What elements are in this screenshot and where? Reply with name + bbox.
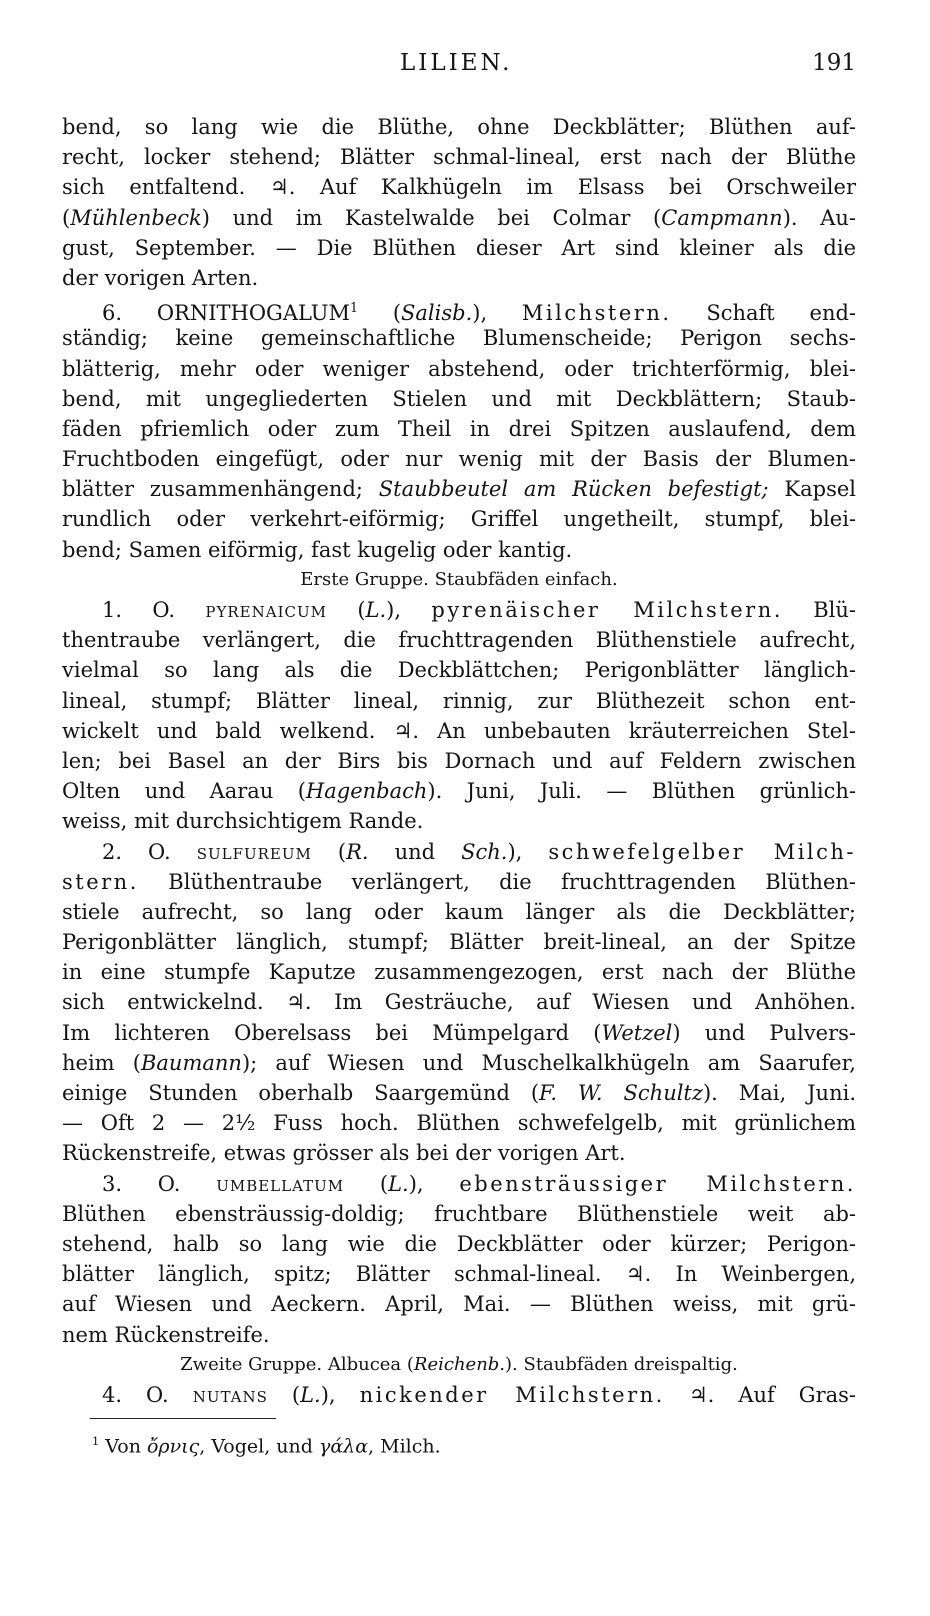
text-line	[62, 987, 856, 1017]
text-segment: Olten und Aarau (	[62, 779, 306, 804]
text-segment: gust, September. — Die Blüthen dieser Art sind kleiner als die	[62, 235, 856, 260]
text-segment: Staubbeutel am Rücken befestigt;	[378, 477, 769, 502]
text-segment: Baumann	[140, 1050, 242, 1075]
text-line	[62, 1289, 856, 1319]
text-segment: Sch.	[461, 839, 508, 864]
text-line	[62, 1018, 856, 1048]
text-line	[62, 384, 856, 414]
text-segment: Schaft end-	[671, 301, 857, 326]
text-segment: ). Juni, Juli. — Blüthen grünlich-	[427, 779, 857, 804]
text-segment: Rückenstreife, etwas grösser als bei der vorigen Art.	[62, 1141, 626, 1166]
text-segment: ὄρνις	[146, 1435, 200, 1458]
footnote	[92, 1434, 441, 1457]
text-segment: auf Wiesen und Aeckern. April, Mai. — Blüthen weiss, mit grü-	[62, 1292, 856, 1317]
text-segment: 1. O.	[102, 598, 206, 622]
running-title: LILIEN.	[400, 50, 513, 76]
text-segment: 6. ORNITHOGALUM	[102, 301, 351, 326]
text-segment: sich entwickelnd. ♃. Im Gesträuche, auf Wiesen und Anhöhen.	[62, 990, 856, 1015]
text-segment: thentraube verlängert, die fruchttragenden Blüthenstiele aufrecht,	[62, 628, 856, 653]
text-line	[62, 444, 856, 474]
text-line	[62, 172, 856, 202]
text-segment: ). Mai, Juni.	[702, 1081, 856, 1105]
text-segment: fäden pfriemlich oder zum Theil in drei Spitzen auslaufend, dem	[62, 416, 856, 441]
text-segment: ),	[472, 301, 522, 326]
text-line	[62, 957, 856, 987]
text-segment: Reichenb.	[413, 1353, 506, 1375]
text-line	[62, 474, 856, 504]
text-segment: bend, so lang wie die Blüthe, ohne Deckblätter; Blüthen auf-	[62, 115, 856, 139]
text-segment: Von	[99, 1435, 147, 1458]
text-segment: ),	[386, 598, 432, 622]
text-line	[62, 1259, 856, 1289]
text-line	[62, 293, 857, 326]
text-segment: , Milch.	[368, 1435, 441, 1458]
text-line	[62, 1320, 856, 1350]
text-segment: Mühlenbeck	[70, 205, 202, 230]
text-segment: lineal, stumpf; Blätter lineal, rinnig, zur Blüthezeit schon ent-	[62, 688, 856, 713]
text-line	[62, 1108, 856, 1138]
text-segment: ),	[507, 839, 549, 864]
text-segment: F. W. Schultz	[539, 1081, 703, 1105]
text-segment: L.	[300, 1382, 321, 1407]
text-line	[62, 1048, 856, 1078]
text-segment: ),	[408, 1171, 460, 1196]
text-segment: weiss, mit durchsichtigem Rande.	[62, 809, 424, 834]
text-segment: und	[368, 839, 462, 864]
text-line	[62, 625, 856, 655]
text-line	[62, 414, 856, 444]
text-segment: L.	[365, 598, 387, 622]
text-line	[62, 1138, 856, 1168]
page-number: 191	[812, 50, 856, 76]
text-segment: (	[327, 598, 366, 622]
text-segment: wickelt und bald welkend. ♃. An unbebauten kräuterreichen Stel-	[62, 718, 856, 743]
text-segment: (	[344, 1171, 389, 1196]
text-line	[62, 263, 856, 293]
text-segment: Blü-	[782, 598, 857, 622]
text-segment: in eine stumpfe Kaputze zusammengezogen, erst nach der Blüthe	[62, 960, 856, 985]
body-text	[62, 112, 856, 1410]
text-segment: (	[311, 839, 347, 864]
section-heading	[62, 565, 856, 595]
text-segment: Wetzel	[601, 1020, 673, 1045]
text-segment: , Vogel, und	[199, 1435, 319, 1458]
text-segment: sulfureum	[196, 839, 312, 864]
text-line	[62, 655, 856, 685]
text-segment: 2. O.	[102, 839, 197, 864]
text-line	[62, 867, 856, 897]
text-line	[62, 837, 856, 867]
text-segment: blätter zusammenhängend;	[62, 477, 379, 502]
text-segment: umbellatum	[216, 1171, 345, 1196]
text-segment: blätterig, mehr oder weniger abstehend, oder trichterförmig, blei-	[62, 356, 856, 381]
text-line	[62, 354, 856, 384]
text-segment: Kapsel	[768, 477, 856, 502]
text-line	[62, 806, 856, 836]
text-segment: stern.	[62, 869, 139, 894]
text-line	[62, 1078, 856, 1108]
section-heading	[62, 1350, 856, 1380]
text-line	[62, 535, 856, 565]
text-segment: nickender Milchstern.	[359, 1382, 665, 1407]
text-segment: vielmal so lang als die Deckblättchen; Perigonblätter länglich-	[62, 658, 856, 683]
text-line	[62, 746, 856, 776]
text-segment: pyrenaicum	[205, 598, 327, 622]
text-segment: ebensträussiger Milchstern.	[459, 1171, 856, 1196]
text-segment: schwefelgelber Milch-	[548, 839, 857, 864]
text-segment: einige Stunden oberhalb Saargemünd (	[62, 1081, 540, 1105]
text-segment: L.	[388, 1171, 409, 1196]
text-segment: ). Au-	[782, 205, 856, 230]
text-line	[62, 233, 856, 263]
text-segment: ). Staubfäden dreispaltig.	[505, 1353, 738, 1375]
text-segment: Fruchtboden eingefügt, oder nur wenig mit der Basis der Blumen-	[62, 447, 856, 472]
text-segment: ); auf Wiesen und Muschelkalkhügeln am Saarufer,	[241, 1050, 856, 1075]
text-line	[62, 142, 856, 172]
text-segment: rundlich oder verkehrt-eiförmig; Griffel ungetheilt, stumpf, blei-	[62, 507, 856, 532]
text-segment: Blüthen ebensträussig-doldig; fruchtbare Blüthenstiele weit ab-	[62, 1201, 856, 1226]
text-segment: ) und im Kastelwalde bei Colmar (	[201, 205, 662, 230]
text-line	[62, 716, 856, 746]
text-segment: Blüthentraube verlängert, die fruchttragenden Blüthen-	[138, 869, 856, 894]
text-segment: (	[267, 1382, 301, 1407]
text-segment: blätter länglich, spitz; Blätter schmal-lineal. ♃. In Weinbergen,	[62, 1262, 856, 1287]
text-segment: Campmann	[661, 205, 783, 230]
text-line	[62, 897, 856, 927]
text-segment: (	[358, 301, 402, 326]
text-segment: (	[62, 205, 71, 230]
text-segment: heim (	[62, 1050, 141, 1075]
text-segment: ständig; keine gemeinschaftliche Blumenscheide; Perigon sechs-	[62, 326, 856, 351]
text-line	[62, 112, 856, 142]
text-line	[62, 776, 856, 806]
text-line	[62, 1169, 856, 1199]
text-segment: ),	[320, 1382, 360, 1407]
text-segment: 4. O.	[102, 1382, 193, 1407]
text-segment: len; bei Basel an der Birs bis Dornach und auf Feldern zwischen	[62, 748, 856, 773]
text-segment: stehend, halb so lang wie die Deckblätter oder kürzer; Perigon-	[62, 1231, 856, 1256]
text-line	[62, 504, 856, 534]
text-segment: Perigonblätter länglich, stumpf; Blätter breit-lineal, an der Spitze	[62, 930, 856, 955]
text-segment: ♃. Auf Gras-	[664, 1382, 856, 1407]
text-segment: recht, locker stehend; Blätter schmal-lineal, erst nach der Blüthe	[62, 145, 856, 170]
text-segment: der vorigen Arten.	[62, 265, 259, 290]
text-segment: Hagenbach	[305, 779, 428, 804]
text-segment: Zweite Gruppe. Albucea (	[180, 1353, 414, 1375]
text-segment: Salisb.	[401, 301, 473, 326]
text-segment: bend, mit ungegliederten Stielen und mit Deckblättern; Staub-	[62, 386, 856, 411]
text-segment: nem Rückenstreife.	[62, 1322, 270, 1347]
text-line	[62, 927, 856, 957]
text-line	[62, 1199, 856, 1229]
text-line	[62, 595, 856, 625]
text-segment: Erste Gruppe. Staubfäden einfach.	[300, 568, 618, 590]
text-segment: R.	[346, 839, 369, 864]
text-segment: nutans	[192, 1382, 268, 1407]
text-segment: ) und Pulvers-	[672, 1020, 856, 1045]
text-segment: pyrenäischer Milchstern.	[431, 598, 783, 622]
text-line	[62, 686, 856, 716]
text-segment: Im lichteren Oberelsass bei Mümpelgard (	[62, 1020, 602, 1045]
text-segment: 1	[92, 1434, 100, 1448]
footnote-divider	[90, 1418, 276, 1419]
text-segment: Milchstern.	[521, 301, 672, 326]
page-header	[0, 50, 930, 84]
text-segment: stiele aufrecht, so lang oder kaum länger als die Deckblätter;	[62, 899, 856, 924]
text-segment: sich entfaltend. ♃. Auf Kalkhügeln im Elsass bei Orschweiler	[62, 175, 856, 200]
text-line	[62, 323, 856, 353]
text-segment: 3. O.	[102, 1171, 217, 1196]
text-segment: bend; Samen eiförmig, fast kugelig oder kantig.	[62, 537, 573, 562]
text-segment: γάλα	[318, 1435, 369, 1458]
text-line	[62, 1229, 856, 1259]
text-segment: 1	[350, 300, 359, 316]
text-segment: — Oft 2 — 2½ Fuss hoch. Blüthen schwefelgelb, mit grünlichem	[62, 1111, 856, 1136]
text-line	[62, 203, 856, 233]
text-line	[62, 1380, 856, 1410]
